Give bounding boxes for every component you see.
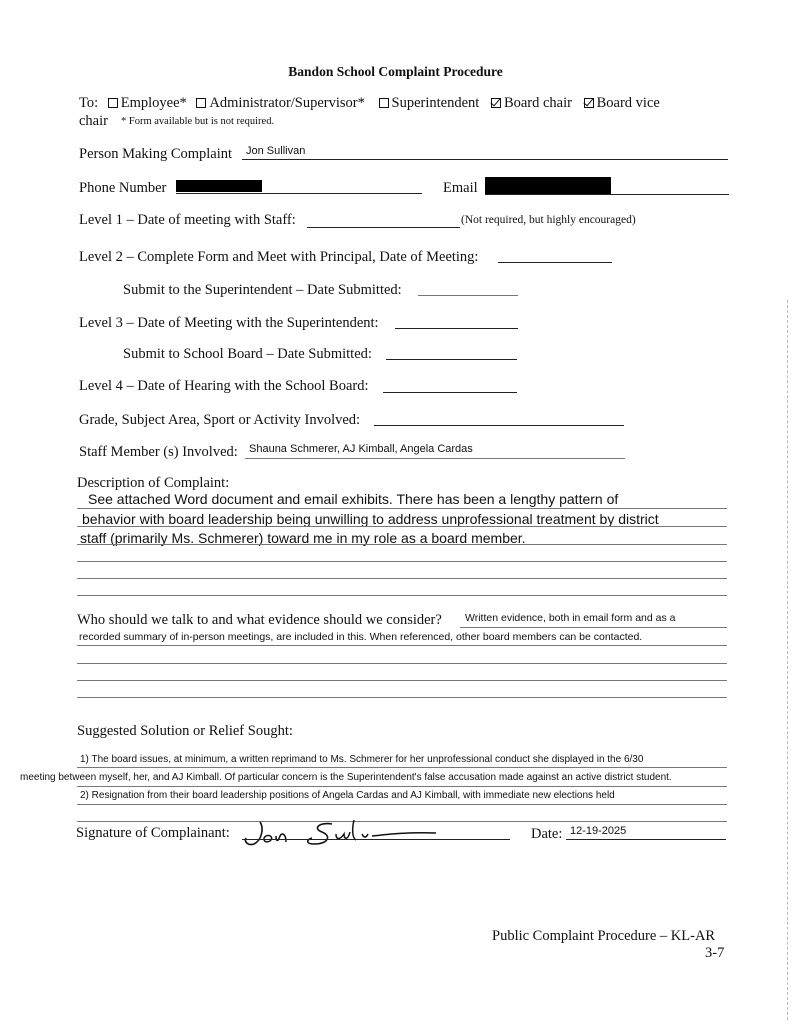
board-chair-checkbox[interactable]: [491, 98, 501, 108]
submit-superintendent-line: [418, 295, 518, 296]
solution-rule-1: [77, 767, 727, 768]
person-line: [242, 159, 728, 160]
option-superintendent[interactable]: [379, 95, 480, 111]
level1-label: Level 1 – Date of meeting with Staff:: [79, 212, 296, 228]
level1-line: [307, 227, 460, 228]
level4-label: Level 4 – Date of Hearing with the School Board:: [79, 378, 369, 394]
date-line: [566, 839, 726, 840]
email-label: Email: [443, 180, 478, 196]
solution-rule-3: [77, 804, 727, 805]
evidence-line-1[interactable]: Written evidence, both in email form and as a: [465, 612, 676, 624]
description-line-3[interactable]: staff (primarily Ms. Schmerer) toward me in my role as a board member.: [80, 530, 526, 546]
level1-note: (Not required, but highly encouraged): [461, 214, 636, 226]
grade-label: Grade, Subject Area, Sport or Activity Involved:: [79, 412, 361, 428]
level2-line: [498, 262, 612, 263]
evidence-rule-3: [77, 663, 727, 664]
signature-line: [242, 839, 510, 840]
option-board-chair[interactable]: [491, 95, 572, 111]
to-wrap-text: chair: [79, 113, 108, 129]
phone-redaction: [176, 180, 262, 192]
solution-line-1[interactable]: 1) The board issues, at minimum, a written reprimand to Ms. Schmerer for her unprofessional conduct she displayed in the 6/30: [80, 754, 644, 765]
solution-line-2[interactable]: meeting between myself, her, and AJ Kimball. Of particular concern is the Superintendent's false accusation made against an active district student.: [20, 772, 672, 783]
submit-superintendent-label: Submit to the Superintendent – Date Submitted:: [123, 282, 402, 298]
option-administrator[interactable]: [196, 95, 364, 111]
description-line-1[interactable]: See attached Word document and email exhibits. There has been a lengthy pattern of: [88, 491, 619, 507]
employee-checkbox[interactable]: [108, 98, 118, 108]
board-chair-label: Board chair: [503, 95, 572, 111]
evidence-line-2[interactable]: recorded summary of in-person meetings, are included in this. When referenced, other board members can be contacted.: [79, 631, 643, 643]
staff-line: [245, 458, 625, 459]
solution-rule-2: [77, 786, 727, 787]
level4-line: [383, 392, 517, 393]
phone-label: Phone Number: [79, 180, 167, 196]
solution-label: Suggested Solution or Relief Sought:: [77, 723, 293, 739]
to-label: To:: [79, 95, 99, 111]
board-vice-chair-checkbox[interactable]: [584, 98, 594, 108]
staff-value[interactable]: Shauna Schmerer, AJ Kimball, Angela Cardas: [249, 443, 473, 455]
description-rule-2: [77, 526, 727, 527]
board-vice-label: Board vice: [596, 95, 660, 111]
document-title: Bandon School Complaint Procedure: [288, 64, 503, 79]
grade-line: [374, 425, 624, 426]
option-board-vice-chair[interactable]: [584, 95, 660, 111]
footer-page: 3-7: [705, 945, 725, 961]
handwritten-signature: [240, 814, 440, 854]
email-redaction: [485, 177, 611, 194]
evidence-rule-4: [77, 680, 727, 681]
evidence-label: Who should we talk to and what evidence should we consider?: [77, 612, 442, 628]
superintendent-label: Superintendent: [391, 95, 480, 111]
evidence-rule-1: [460, 627, 727, 628]
description-rule-3: [77, 544, 727, 545]
evidence-rule-5: [77, 697, 727, 698]
employee-label: Employee*: [120, 95, 187, 111]
date-value[interactable]: 12-19-2025: [570, 825, 627, 837]
description-line-2[interactable]: behavior with board leadership being unwilling to address unprofessional treatment by district: [82, 511, 659, 527]
level3-line: [395, 328, 518, 329]
description-label: Description of Complaint:: [77, 475, 230, 491]
description-rule-1: [77, 508, 727, 509]
administrator-checkbox[interactable]: [196, 98, 206, 108]
staff-label: Staff Member (s) Involved:: [79, 444, 238, 460]
to-footnote: * Form available but is not required.: [121, 116, 275, 127]
to-recipients-row: [79, 95, 660, 112]
description-rule-4: [77, 561, 727, 562]
footer-title: Public Complaint Procedure – KL-AR: [492, 928, 716, 944]
email-line: [485, 194, 729, 195]
person-label: Person Making Complaint: [79, 146, 233, 162]
level3-label: Level 3 – Date of Meeting with the Superintendent:: [79, 315, 379, 331]
description-rule-5: [77, 578, 727, 579]
phone-line: [176, 193, 422, 194]
description-rule-6: [77, 595, 727, 596]
date-label: Date:: [531, 826, 563, 842]
submit-board-line: [386, 359, 517, 360]
solution-line-3[interactable]: 2) Resignation from their board leadership positions of Angela Cardas and AJ Kimball, with immediate new elections held: [80, 790, 615, 801]
administrator-label: Administrator/Supervisor*: [209, 95, 365, 111]
submit-board-label: Submit to School Board – Date Submitted:: [123, 346, 372, 362]
level2-label: Level 2 – Complete Form and Meet with Principal, Date of Meeting:: [79, 249, 479, 265]
superintendent-checkbox[interactable]: [379, 98, 389, 108]
signature-label: Signature of Complainant:: [76, 825, 230, 841]
option-employee[interactable]: [108, 95, 187, 111]
scan-edge: [785, 300, 788, 1020]
evidence-rule-2: [77, 645, 727, 646]
person-value[interactable]: Jon Sullivan: [246, 145, 306, 157]
